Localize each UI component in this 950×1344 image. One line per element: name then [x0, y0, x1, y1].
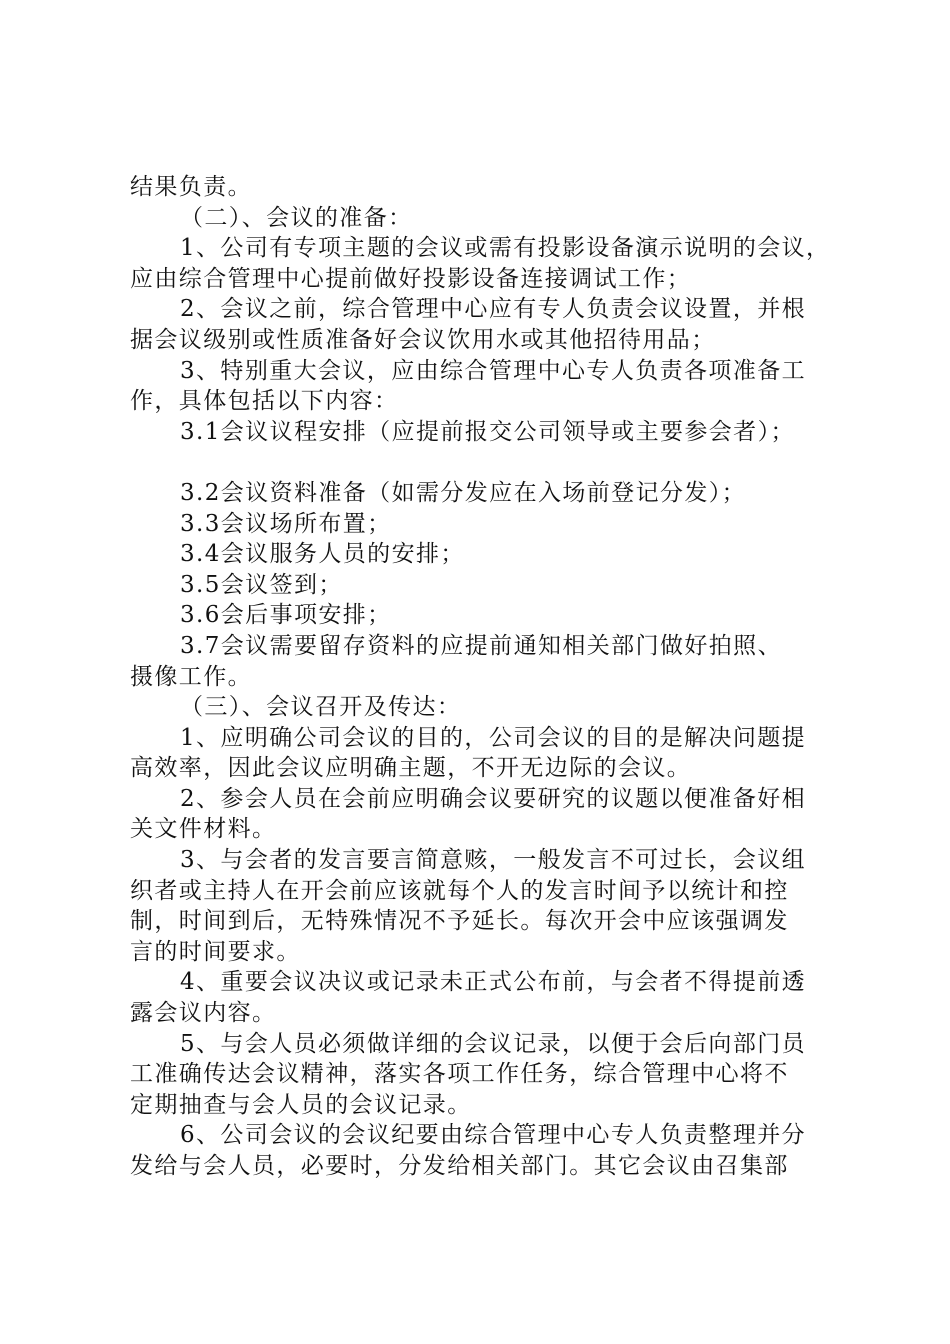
text-line: 2、参会人员在会前应明确会议要研究的议题以便准备好相: [180, 785, 807, 812]
text-line: 4、重要会议决议或记录未正式公布前，与会者不得提前透: [180, 969, 807, 996]
text-line: 发给与会人员，必要时，分发给相关部门。其它会议由召集部: [130, 1153, 789, 1179]
text-line: 应由综合管理中心提前做好投影设备连接调试工作；: [130, 265, 692, 292]
blank-line: [130, 447, 830, 478]
document-body: [130, 172, 830, 1182]
text-line: 3.1会议议程安排（应提前报交公司领导或主要参会者）；: [180, 418, 795, 445]
text-line: 3.2会议资料准备（如需分发应在入场前登记分发）；: [180, 479, 747, 506]
text-line: 3、特别重大会议，应由综合管理中心专人负责各项准备工: [180, 357, 807, 384]
text-line: 摄像工作。: [130, 663, 252, 690]
section-heading: （二）、会议的准备：: [180, 204, 413, 231]
text-line: 工准确传达会议精神，落实各项工作任务，综合管理中心将不: [130, 1061, 789, 1088]
text-line: 5、与会人员必须做详细的会议记录，以便于会后向部门员: [180, 1030, 807, 1057]
text-line: 1、应明确公司会议的目的，公司会议的目的是解决问题提: [180, 724, 807, 751]
text-line: 关文件材料。: [130, 816, 277, 843]
text-line: 结果负责。: [130, 174, 252, 200]
text-line: 6、公司会议的会议纪要由综合管理中心专人负责整理并分: [180, 1122, 807, 1149]
text-line: 2、会议之前，综合管理中心应有专人负责会议设置，并根: [180, 296, 807, 323]
text-line: 3.5会议签到；: [180, 571, 343, 598]
text-line: 3.7会议需要留存资料的应提前通知相关部门做好拍照、: [180, 632, 782, 659]
text-line: 定期抽查与会人员的会议记录。: [130, 1091, 472, 1118]
text-line: 言的时间要求。: [130, 938, 301, 965]
text-line: 3.3会议场所布置；: [180, 510, 392, 537]
text-line: 3.6会后事项安排；: [180, 602, 392, 629]
text-line: 高效率，因此会议应明确主题，不开无边际的会议。: [130, 755, 692, 782]
text-line: 3、与会者的发言要言简意赅，一般发言不可过长，会议组: [180, 847, 807, 874]
text-line: 露会议内容。: [130, 1000, 277, 1027]
section-heading: （三）、会议召开及传达：: [180, 694, 462, 721]
text-line: 织者或主持人在开会前应该就每个人的发言时间予以统计和控: [130, 877, 789, 904]
text-line: 3.4会议服务人员的安排；: [180, 541, 465, 568]
text-line: 作，具体包括以下内容：: [130, 388, 399, 415]
text-line: 据会议级别或性质准备好会议饮用水或其他招待用品；: [130, 326, 716, 353]
text-line: 1、公司有专项主题的会议或需有投影设备演示说明的会议，: [180, 235, 831, 262]
text-line: 制，时间到后，无特殊情况不予延长。每次开会中应该强调发: [130, 908, 789, 935]
